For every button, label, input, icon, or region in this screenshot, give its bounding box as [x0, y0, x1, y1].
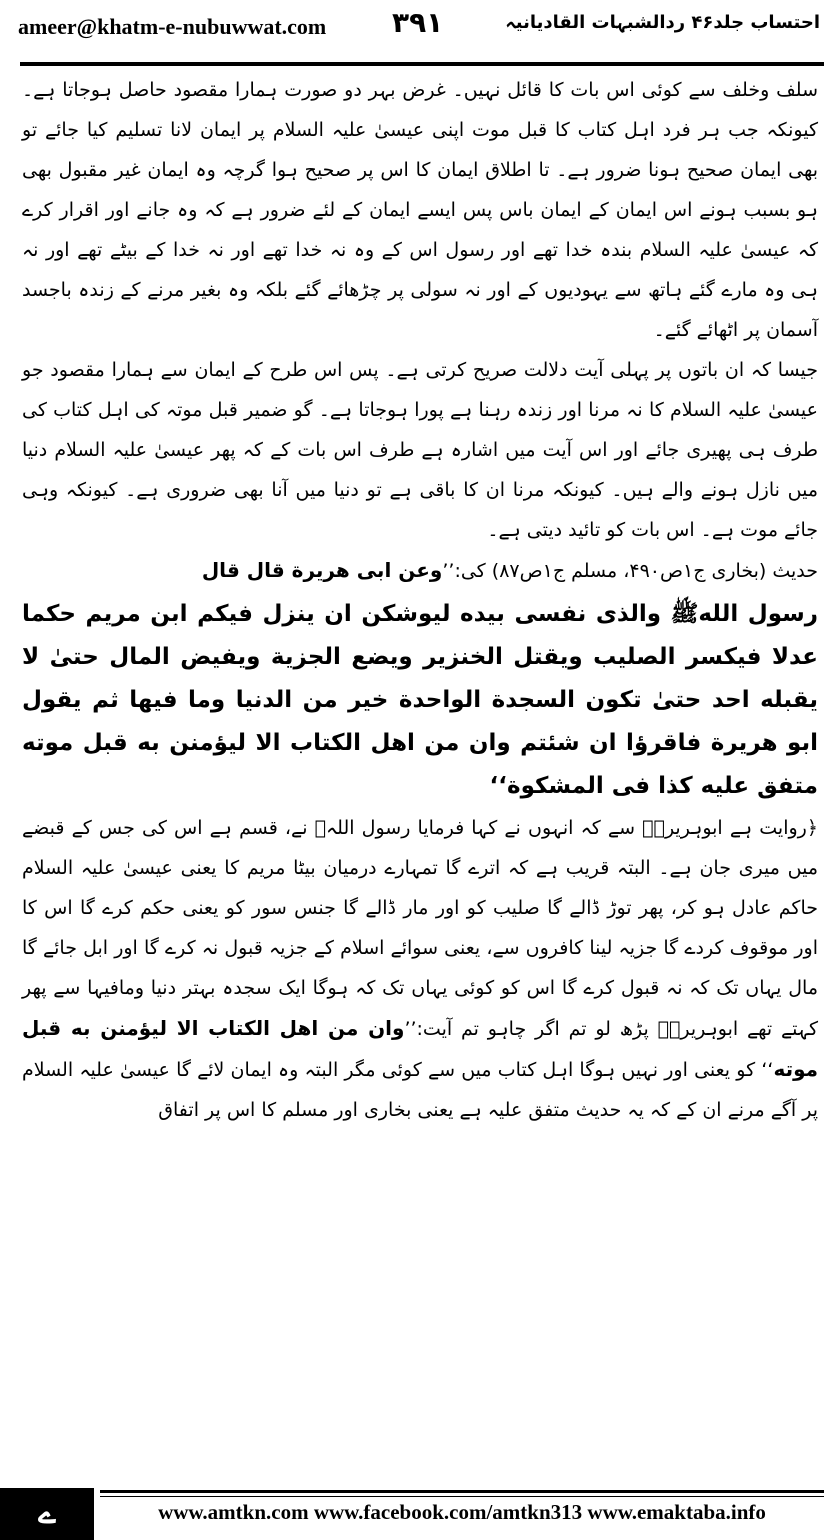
page-number: ۳۹۱	[392, 6, 444, 39]
page-header	[0, 0, 840, 62]
page-footer	[0, 1488, 840, 1540]
book-title: احتساب جلد۴۶ ردالشبہات القادیانیہ	[505, 12, 820, 33]
translation-text: ﴿روایت ہے ابوہریرہؓ سے کہ انہوں نے کہا فرمایا رسول اللہﷺ نے، قسم ہے اس کی جس کے قبضے میں میری جان ہے۔ البتہ قریب ہے کہ اترے گا تمہارے درمیان بیٹا مریم کا یعنی عیسیٰ علیہ السلام حاکم عادل ہو کر، پھر توڑ ڈالے گا صلیب کو اور مار ڈالے گا جنس سور کو یعنی حکم کرے گا اس کا اور موقوف کردے گا جزیہ لینا کافروں سے، یعنی سوائے اسلام کے جزیہ قبول نہ کرے گا اور ابل جائے گا مال یہاں تک کہ نہ قبول کرے گا اس کو کوئی یہاں تک کہ ہوگا ایک سجدہ بہتر دنیا ومافیہا سے پھر کہتے تھے ابوہریرہؓ پڑھ لو تم اگر چاہو تم آیت:’’	[22, 817, 819, 1040]
footer-rule-thick	[100, 1490, 824, 1493]
hadith-arabic-text: رسول اللهﷺ والذی نفسی بيده ليوشكن ان ينزل فيكم ابن مريم حكما عدلا فيكسر الصليب ويقتل الخنزير ويضع الجزية ويفيض المال حتىٰ لا يقبله احد حتىٰ تكون السجدة الواحدة خير من الدنيا وما فيها ثم يقول ابو هريرة فاقرؤا ان شئتم وان من اهل الكتاب الا ليؤمنن به قبل موته متفق عليه كذا فی المشكوة‘‘	[22, 601, 818, 799]
footer-links: www.amtkn.com www.facebook.com/amtkn313 www.emaktaba.info	[158, 1500, 766, 1524]
page-body	[22, 70, 818, 1480]
paragraph-1: سلف وخلف سے کوئی اس بات کا قائل نہیں۔ غرض بہر دو صورت ہمارا مقصود حاصل ہوجاتا ہے۔ کیونکہ جب ہر فرد اہل کتاب کا قبل موت اپنی عیسیٰ علیہ السلام پر ایمان لانا تسلیم کیا جائے تو بھی ایمان صحیح ہونا ضرور ہے۔ تا اطلاق ایمان کا اس پر صحیح ہوا گرچہ وہ ایمان غیر مقبول بھی ہو بسبب ہونے اس ایمان کے ایمان باس پس ایسے ایمان کے لئے ضرور ہے کہ وہ جانے اور اقرار کرے کہ عیسیٰ علیہ السلام بندہ خدا تھے اور رسول اس کے وہ نہ خدا تھے اور نہ خدا کے بیٹے تھے اور نہ ہی وہ مارے گئے ہاتھ سے یہودیوں کے اور نہ سولی پر چڑھائے گئے بلکہ وہ بغیر مرنے کے زندہ باجسد آسمان پر اٹھائے گئے۔	[22, 79, 819, 341]
header-rule	[20, 62, 824, 66]
hadith-citation	[22, 550, 818, 591]
translation-ending: ‘‘ کو یعنی اور نہیں ہوگا اہل کتاب میں سے کوئی مگر البتہ وہ ایمان لائے گا عیسیٰ علیہ السلام پر آگے مرنے ان کے کہ یہ حدیث متفق علیہ ہے یعنی بخاری اور مسلم کا اس پر اتفاق	[22, 1059, 818, 1121]
verse-arabic: وان من اهل الكتاب الا ليؤمنن به قبل موته	[22, 1016, 818, 1081]
hadith-citation-intro: حدیث (بخاری ج۱ص۴۹۰، مسلم ج۱ص۸۷) کی:’’	[442, 560, 818, 582]
hadith-translation	[22, 808, 818, 1130]
footer-box: ے	[0, 1488, 94, 1540]
paragraph-2: جیسا کہ ان باتوں پر پہلی آیت دلالت صریح کرتی ہے۔ پس اس طرح کے ایمان سے ہمارا مقصود جو عیسیٰ علیہ السلام کا نہ مرنا اور زندہ رہنا ہے پورا ہوجاتا ہے۔ گو ضمیر قبل موتہ کی اہل کتاب کی طرف ہی پھیری جائے اور اس آیت میں اشارہ ہے طرف اس بات کے کہ پھر عیسیٰ علیہ السلام دنیا میں نازل ہونے والے ہیں۔ کیونکہ مرنا ان کا باقی ہے تو دنیا میں آنا بھی ضروری ہے۔ کیونکہ وہی جائے موت ہے۔ اس بات کو تائید دیتی ہے۔	[22, 359, 818, 541]
header-email: ameer@khatm-e-nubuwwat.com	[18, 14, 327, 39]
hadith-arabic-opening: وعن ابی هريرة قال قال	[201, 558, 443, 582]
footer-rule-thin	[100, 1496, 824, 1497]
